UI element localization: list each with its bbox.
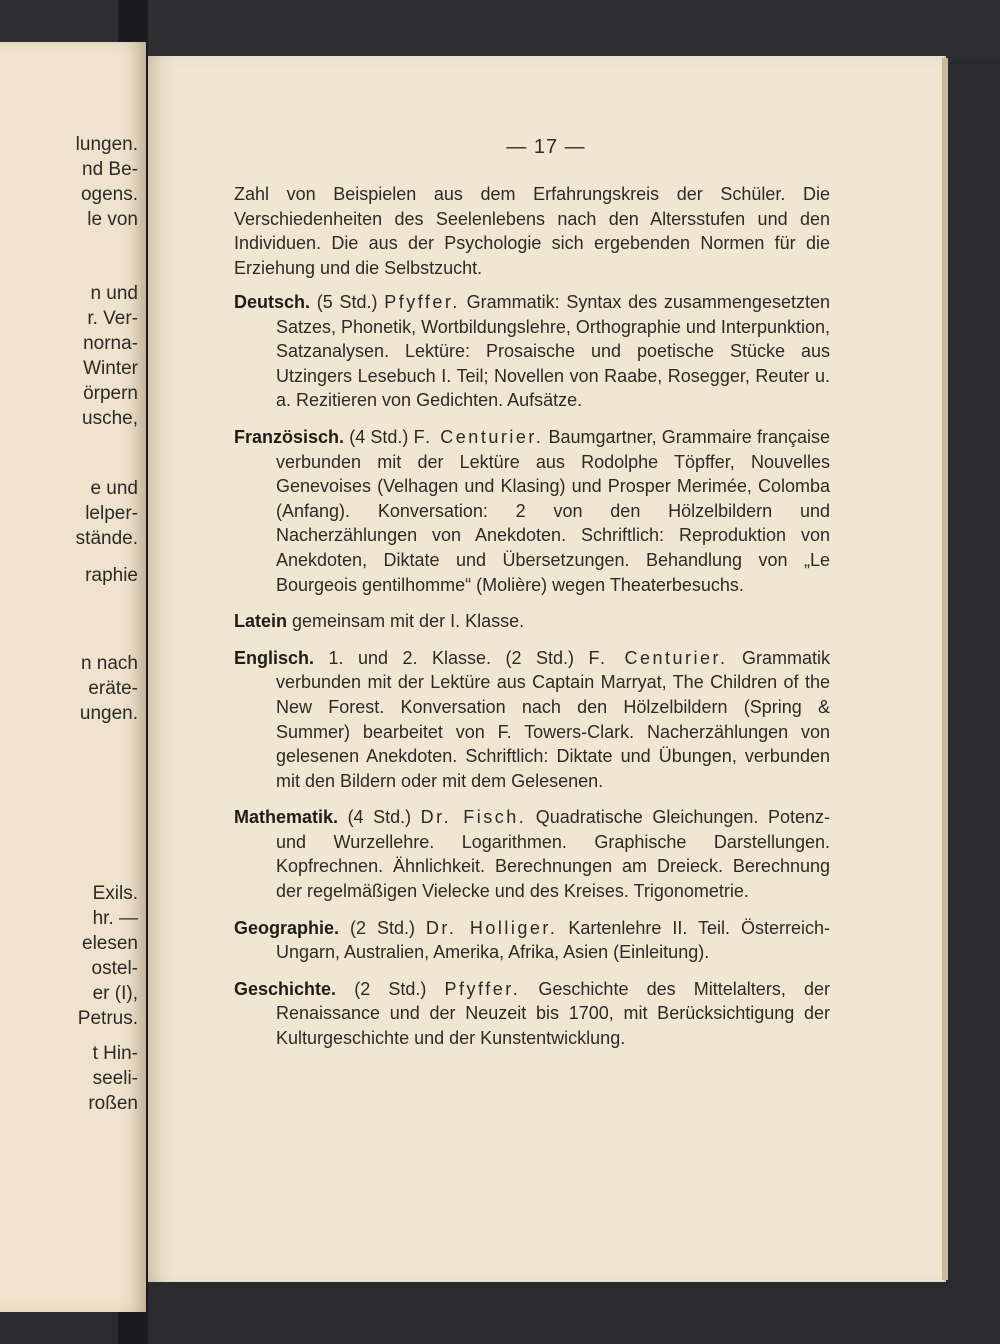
subject-description: Grammatik verbunden mit der Lektüre aus Captain Marryat, The Children of the New Forest. Konversation nach den Hölzelbildern (Spring & Summer) bearbeitet von F. Towers-Clark. Nacherzählungen von gelesenen Anekdoten. Schriftlich: Diktate und Übungen, verbunden mit den Bildern oder mit dem Gelesenen. [276,647,831,791]
left-page-fragment: ostel- [91,958,138,979]
subject-paragraph [234,290,830,413]
left-page-fragment: er (I), [92,983,138,1004]
teacher-name: F. Centurier. [588,647,728,668]
subject-hours: (5 Std.) [310,292,385,312]
curriculum-sections [234,290,830,1051]
left-page-fragment: Exils. [92,883,138,904]
left-page-fragment: n nach [80,653,138,674]
subject-hours: (4 Std.) [338,807,421,828]
left-page-fragment: Petrus. [77,1008,138,1029]
left-page-fragment: le von [87,209,138,230]
left-page-fragment: hr. — [92,908,138,929]
subject-paragraph [234,916,830,965]
subject-heading: Geschichte. [234,978,337,999]
left-page-fragment: lungen. [75,134,138,155]
subject-paragraph [234,609,830,634]
subject-description: Grammatik: Syntax des zusammengesetzten Satzes, Phonetik, Wortbildungslehre, Orthographie und Interpunktion, Satzanalysen. Lektüre: Prosaische und poetische Stücke aus Utzingers Lesebuch I. Teil; Novellen von Raabe, Rosegger, Reuter u. a. Rezitieren von Gedichten. Aufsätze. [276,292,831,411]
left-page-fragment: ogens. [80,184,138,205]
left-page-fragment: t Hin- [92,1043,138,1064]
left-page-fragment: ungen. [79,703,138,724]
teacher-name: Pfyffer. [444,978,521,999]
teacher-name: F. Centurier. [413,426,544,447]
scanner-background [0,0,1000,58]
subject-heading: Englisch. [234,647,315,668]
left-page-fragment: elesen [82,933,138,954]
left-page-fragment: norna- [83,333,138,354]
left-page-fragment: lelper- [85,503,138,524]
intro-text: Zahl von Beispielen aus dem Erfahrungskreis der Schüler. Die Verschiedenheiten des Seelenlebens nach den Altersstufen und den Individuen. Die aus der Psychologie sich ergebenden Normen für die Erziehung und die Selbstzucht. [234,184,830,278]
left-page-fragment: eräte- [88,678,138,699]
intro-paragraph [234,182,830,280]
left-page-fragment: n und [90,283,138,304]
subject-description: Geschichte des Mittelalters, der Renaissance und der Neuzeit bis 1700, mit Berücksichtigung der Kulturgeschichte und der Kunstentwicklung. [276,978,830,1049]
subject-hours: (2 Std.) [336,978,445,999]
teacher-name: Dr. Fisch. [420,807,527,828]
teacher-name: Pfyffer. [384,292,460,312]
subject-paragraph [234,425,830,597]
left-page-fragment: roßen [88,1093,138,1114]
subject-heading: Französisch. [234,426,345,447]
teacher-name: Dr. Holliger. [425,917,558,938]
left-page-fragment: r. Ver- [87,308,138,329]
page-number: — 17 — [506,136,586,158]
subject-description: Kartenlehre II. Teil. Österreich-Ungarn, Australien, Amerika, Afrika, Asien (Einleitung). [276,917,830,963]
left-page-fragment: Winter [83,358,138,379]
subject-heading: Mathematik. [234,807,339,828]
subject-heading: Geographie. [234,917,340,938]
subject-hours: 1. und 2. Klasse. (2 Std.) [314,647,589,668]
subject-hours: gemeinsam mit der I. Klasse. [287,611,525,632]
subject-heading: Deutsch. [234,292,311,312]
left-page-fragment: stände. [75,528,138,549]
left-page [0,42,146,1312]
subject-description: Quadratische Gleichungen. Potenz- und Wurzellehre. Logarithmen. Graphische Darstellungen. Kopfrechnen. Ähnlichkeit. Berechnungen am Dreieck. Berechnung der regelmäßigen Vielecke und des Kreises. Trigonometrie. [276,807,830,902]
subject-description: Baumgartner, Grammaire française verbunden mit der Lektüre aus Rodolphe Töpffer, Nouvelles Genevoises (Velhagen und Klasing) und Prosper Merimée, Colomba (Anfang). Konversation: 2 von den Hölzelbildern und Nacherzählungen von Anekdoten. Schriftlich: Reproduktion von Anekdoten, Diktate und Übersetzungen. Behandlung von „Le Bourgeois gentilhomme“ (Molière) wegen Theaterbesuchs. [276,426,830,595]
left-page-fragment: raphie [85,565,138,586]
subject-heading: Latein [234,611,288,632]
left-page-fragment: e und [90,478,138,499]
subject-hours: (2 Std.) [339,917,426,938]
left-page-fragment: nd Be- [82,159,138,180]
right-page [148,56,944,1282]
subject-paragraph [234,805,830,903]
subject-hours: (4 Std.) [344,426,414,447]
subject-paragraph [234,977,830,1051]
left-page-fragment: örpern [83,383,138,404]
page-edge [942,58,948,1280]
left-page-fragment: seeli- [92,1068,138,1089]
subject-paragraph [234,646,830,794]
left-page-fragment: usche, [82,408,138,429]
